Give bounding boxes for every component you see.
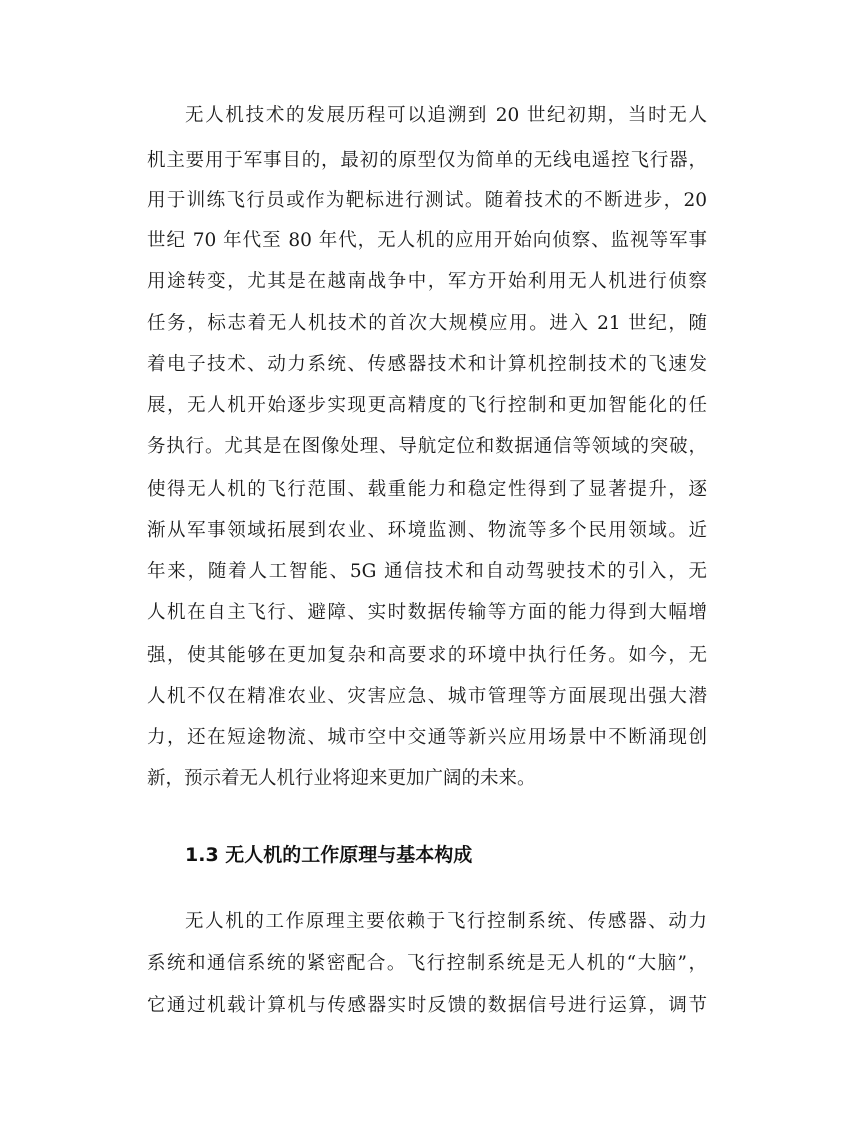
paragraph-line: 它通过机载计算机与传感器实时反馈的数据信号进行运算，调节 [147, 995, 707, 1016]
paragraph-line: 使得无人机的飞行范围、载重能力和稳定性得到了显著提升，逐 [147, 479, 707, 500]
section-heading: 1.3 无人机的工作原理与基本构成 [185, 844, 473, 866]
paragraph-line: 务执行。尤其是在图像处理、导航定位和数据通信等领域的突破， [147, 436, 707, 457]
paragraph-line: 人机在自主飞行、避障、实时数据传输等方面的能力得到大幅增 [147, 602, 707, 623]
paragraph-line: 展，无人机开始逐步实现更高精度的飞行控制和更加智能化的任 [147, 395, 707, 416]
paragraph-line: 新，预示着无人机行业将迎来更加广阔的未来。 [147, 768, 536, 789]
paragraph-line: 无人机技术的发展历程可以追溯到 20 世纪初期，当时无人 [185, 105, 707, 126]
paragraph-line: 用途转变，尤其是在越南战争中，军方开始利用无人机进行侦察 [147, 271, 707, 292]
paragraph-line: 着电子技术、动力系统、传感器技术和计算机控制技术的飞速发 [147, 354, 707, 375]
paragraph-line: 人机不仅在精准农业、灾害应急、城市管理等方面展现出强大潜 [147, 686, 707, 707]
paragraph-line: 无人机的工作原理主要依赖于飞行控制系统、传感器、动力 [185, 911, 707, 932]
paragraph-line: 渐从军事领域拓展到农业、环境监测、物流等多个民用领域。近 [147, 520, 707, 541]
paragraph-line: 年来，随着人工智能、5G 通信技术和自动驾驶技术的引入，无 [147, 561, 707, 582]
paragraph-line: 强，使其能够在更加复杂和高要求的环境中执行任务。如今，无 [147, 645, 707, 666]
paragraph-line: 用于训练飞行员或作为靶标进行测试。随着技术的不断进步，20 [147, 190, 707, 211]
paragraph-line: 世纪 70 年代至 80 年代，无人机的应用开始向侦察、监视等军事 [147, 230, 707, 251]
paragraph-line: 力，还在短途物流、城市空中交通等新兴应用场景中不断涌现创 [147, 727, 707, 748]
paragraph-line: 任务，标志着无人机技术的首次大规模应用。进入 21 世纪，随 [147, 313, 707, 334]
paragraph-line: 机主要用于军事目的，最初的原型仅为简单的无线电遥控飞行器， [147, 150, 707, 171]
paragraph-line: 系统和通信系统的紧密配合。飞行控制系统是无人机的“大脑”， [147, 953, 707, 974]
